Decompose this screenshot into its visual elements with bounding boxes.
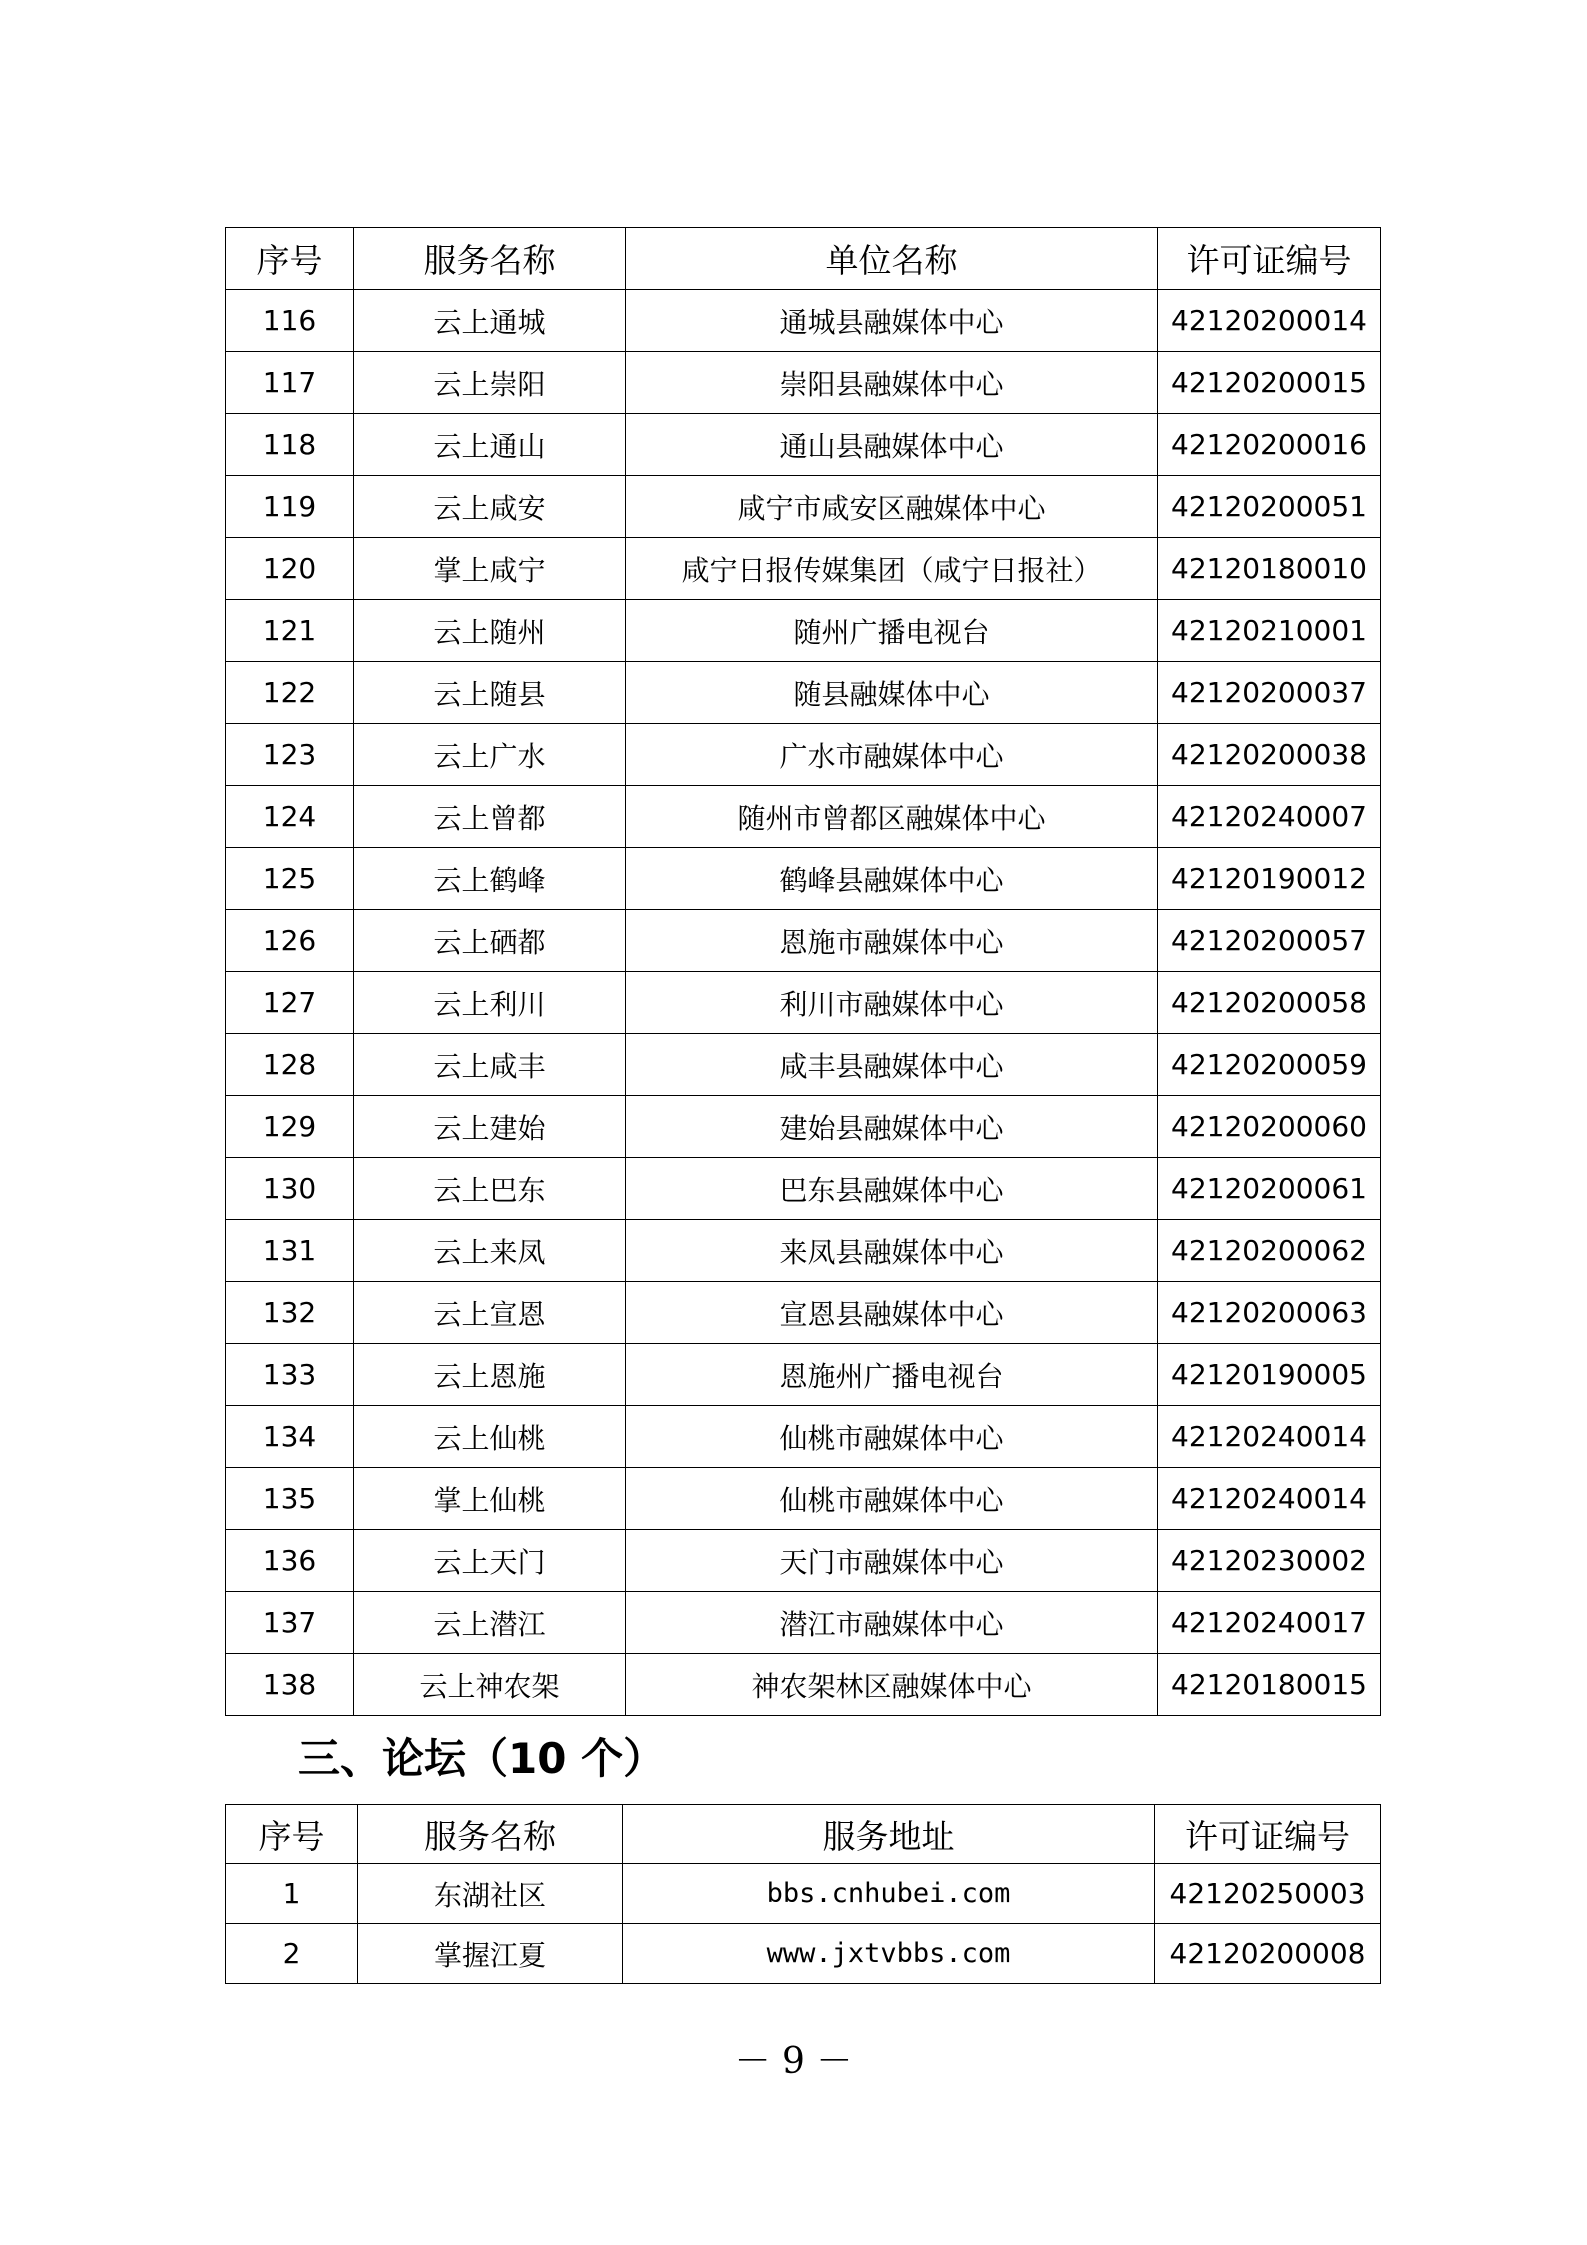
cell-service-name: 云上来凤 <box>354 1220 626 1282</box>
cell-service-name: 云上宣恩 <box>354 1282 626 1344</box>
cell-organization: 通城县融媒体中心 <box>626 290 1158 352</box>
cell-organization: 随县融媒体中心 <box>626 662 1158 724</box>
table-body <box>226 290 1381 1716</box>
cell-organization: 潜江市融媒体中心 <box>626 1592 1158 1654</box>
cell-service-name: 掌握江夏 <box>358 1924 623 1984</box>
cell-license-number: 42120240007 <box>1158 786 1381 848</box>
cell-license-number: 42120200037 <box>1158 662 1381 724</box>
cell-index: 138 <box>226 1654 354 1716</box>
cell-organization: 随州市曾都区融媒体中心 <box>626 786 1158 848</box>
cell-organization: 巴东县融媒体中心 <box>626 1158 1158 1220</box>
cell-index: 122 <box>226 662 354 724</box>
cell-index: 129 <box>226 1096 354 1158</box>
cell-index: 128 <box>226 1034 354 1096</box>
cell-license-number: 42120200016 <box>1158 414 1381 476</box>
cell-license-number: 42120230002 <box>1158 1530 1381 1592</box>
cell-service-name: 云上利川 <box>354 972 626 1034</box>
cell-service-name: 云上鹤峰 <box>354 848 626 910</box>
table-row <box>226 352 1381 414</box>
cell-index: 133 <box>226 1344 354 1406</box>
cell-license-number: 42120200060 <box>1158 1096 1381 1158</box>
forum-list-table <box>225 1804 1381 1984</box>
table-row <box>226 476 1381 538</box>
cell-license-number: 42120200058 <box>1158 972 1381 1034</box>
cell-organization: 来凤县融媒体中心 <box>626 1220 1158 1282</box>
cell-license-number: 42120200062 <box>1158 1220 1381 1282</box>
cell-service-name: 东湖社区 <box>358 1864 623 1924</box>
cell-service-address: bbs.cnhubei.com <box>623 1864 1155 1924</box>
cell-organization: 建始县融媒体中心 <box>626 1096 1158 1158</box>
cell-organization: 咸宁日报传媒集团（咸宁日报社） <box>626 538 1158 600</box>
cell-index: 130 <box>226 1158 354 1220</box>
header-index: 序号 <box>226 1805 358 1864</box>
cell-organization: 通山县融媒体中心 <box>626 414 1158 476</box>
cell-index: 117 <box>226 352 354 414</box>
cell-index: 135 <box>226 1468 354 1530</box>
header-organization: 单位名称 <box>626 228 1158 290</box>
header-license-number: 许可证编号 <box>1158 228 1381 290</box>
cell-index: 2 <box>226 1924 358 1984</box>
cell-service-name: 云上随县 <box>354 662 626 724</box>
table-row <box>226 786 1381 848</box>
table-row <box>226 600 1381 662</box>
cell-index: 137 <box>226 1592 354 1654</box>
cell-license-number: 42120200015 <box>1158 352 1381 414</box>
table-row <box>226 972 1381 1034</box>
cell-license-number: 42120200014 <box>1158 290 1381 352</box>
cell-organization: 仙桃市融媒体中心 <box>626 1406 1158 1468</box>
cell-index: 136 <box>226 1530 354 1592</box>
table-row <box>226 290 1381 352</box>
cell-index: 132 <box>226 1282 354 1344</box>
cell-license-number: 42120200061 <box>1158 1158 1381 1220</box>
cell-organization: 天门市融媒体中心 <box>626 1530 1158 1592</box>
table-body <box>226 1864 1381 1984</box>
page-number: － 9 － <box>734 2041 853 2082</box>
cell-service-name: 云上天门 <box>354 1530 626 1592</box>
table-row <box>226 1924 1381 1984</box>
header-license-number: 许可证编号 <box>1155 1805 1381 1864</box>
cell-organization: 鹤峰县融媒体中心 <box>626 848 1158 910</box>
cell-service-address: www.jxtvbbs.com <box>623 1924 1155 1984</box>
cell-license-number: 42120240017 <box>1158 1592 1381 1654</box>
table-row <box>226 910 1381 972</box>
cell-index: 124 <box>226 786 354 848</box>
cell-license-number: 42120240014 <box>1158 1406 1381 1468</box>
cell-index: 123 <box>226 724 354 786</box>
header-service-name: 服务名称 <box>354 228 626 290</box>
cell-organization: 随州广播电视台 <box>626 600 1158 662</box>
table-row <box>226 724 1381 786</box>
table-row <box>226 414 1381 476</box>
table-header-row <box>226 1805 1381 1864</box>
header-service-address: 服务地址 <box>623 1805 1155 1864</box>
cell-organization: 神农架林区融媒体中心 <box>626 1654 1158 1716</box>
table-row <box>226 1282 1381 1344</box>
cell-service-name: 云上通山 <box>354 414 626 476</box>
cell-license-number: 42120200051 <box>1158 476 1381 538</box>
table-row <box>226 1220 1381 1282</box>
cell-index: 134 <box>226 1406 354 1468</box>
cell-service-name: 云上建始 <box>354 1096 626 1158</box>
table-row <box>226 1096 1381 1158</box>
table-row <box>226 538 1381 600</box>
cell-service-name: 云上随州 <box>354 600 626 662</box>
cell-license-number: 42120200038 <box>1158 724 1381 786</box>
cell-service-name: 云上咸安 <box>354 476 626 538</box>
cell-organization: 恩施州广播电视台 <box>626 1344 1158 1406</box>
table-row <box>226 662 1381 724</box>
app-list-table <box>225 227 1381 1716</box>
cell-service-name: 云上咸丰 <box>354 1034 626 1096</box>
table-row <box>226 1592 1381 1654</box>
cell-license-number: 42120190012 <box>1158 848 1381 910</box>
table-row <box>226 1158 1381 1220</box>
cell-organization: 恩施市融媒体中心 <box>626 910 1158 972</box>
table-row <box>226 1654 1381 1716</box>
cell-license-number: 42120210001 <box>1158 600 1381 662</box>
cell-license-number: 42120200063 <box>1158 1282 1381 1344</box>
cell-index: 118 <box>226 414 354 476</box>
table-row <box>226 1468 1381 1530</box>
cell-organization: 咸宁市咸安区融媒体中心 <box>626 476 1158 538</box>
cell-service-name: 云上崇阳 <box>354 352 626 414</box>
cell-index: 116 <box>226 290 354 352</box>
cell-organization: 宣恩县融媒体中心 <box>626 1282 1158 1344</box>
table-row <box>226 1864 1381 1924</box>
cell-service-name: 云上潜江 <box>354 1592 626 1654</box>
table-header-row <box>226 228 1381 290</box>
cell-index: 125 <box>226 848 354 910</box>
cell-organization: 崇阳县融媒体中心 <box>626 352 1158 414</box>
cell-index: 119 <box>226 476 354 538</box>
cell-service-name: 云上神农架 <box>354 1654 626 1716</box>
header-service-name: 服务名称 <box>358 1805 623 1864</box>
cell-service-name: 云上广水 <box>354 724 626 786</box>
cell-license-number: 42120200057 <box>1158 910 1381 972</box>
cell-organization: 仙桃市融媒体中心 <box>626 1468 1158 1530</box>
cell-service-name: 云上仙桃 <box>354 1406 626 1468</box>
cell-index: 127 <box>226 972 354 1034</box>
cell-license-number: 42120190005 <box>1158 1344 1381 1406</box>
table-row <box>226 848 1381 910</box>
header-index: 序号 <box>226 228 354 290</box>
cell-license-number: 42120200059 <box>1158 1034 1381 1096</box>
table-row <box>226 1344 1381 1406</box>
cell-service-name: 云上硒都 <box>354 910 626 972</box>
cell-organization: 利川市融媒体中心 <box>626 972 1158 1034</box>
cell-service-name: 云上通城 <box>354 290 626 352</box>
cell-organization: 广水市融媒体中心 <box>626 724 1158 786</box>
cell-license-number: 42120240014 <box>1158 1468 1381 1530</box>
cell-service-name: 掌上咸宁 <box>354 538 626 600</box>
cell-service-name: 掌上仙桃 <box>354 1468 626 1530</box>
cell-license-number: 42120200008 <box>1155 1924 1381 1984</box>
table-row <box>226 1034 1381 1096</box>
cell-license-number: 42120180015 <box>1158 1654 1381 1716</box>
cell-organization: 咸丰县融媒体中心 <box>626 1034 1158 1096</box>
cell-index: 1 <box>226 1864 358 1924</box>
cell-service-name: 云上恩施 <box>354 1344 626 1406</box>
cell-license-number: 42120180010 <box>1158 538 1381 600</box>
cell-index: 121 <box>226 600 354 662</box>
cell-index: 126 <box>226 910 354 972</box>
cell-index: 120 <box>226 538 354 600</box>
section-title: 三、论坛（10 个） <box>298 1734 666 1783</box>
cell-license-number: 42120250003 <box>1155 1864 1381 1924</box>
cell-service-name: 云上曾都 <box>354 786 626 848</box>
table-row <box>226 1530 1381 1592</box>
cell-service-name: 云上巴东 <box>354 1158 626 1220</box>
table-row <box>226 1406 1381 1468</box>
cell-index: 131 <box>226 1220 354 1282</box>
